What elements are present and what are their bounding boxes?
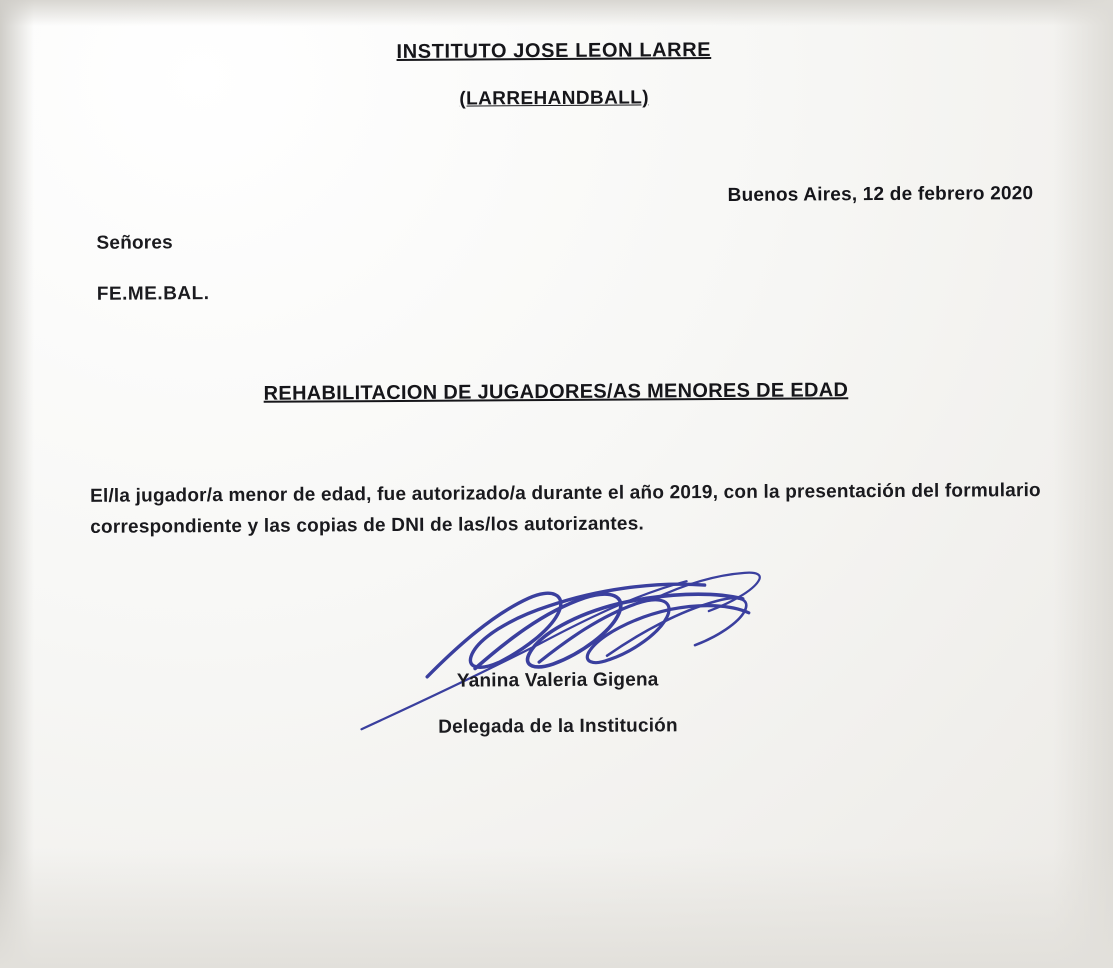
document-body: El/la jugador/a menor de edad, fue autorizado/a durante el año 2019, con la presentación del formulario correspondiente y las copias de DNI de las/los autorizantes. [90, 480, 1041, 538]
place-and-date: Buenos Aires, 12 de febrero 2020 [727, 183, 1034, 206]
addressee-salutation: Señores [96, 232, 173, 254]
institution-alias: (LARREHANDBALL) [459, 87, 650, 110]
institution-title: INSTITUTO JOSE LEON LARRE [396, 39, 712, 63]
signer-name: Yanina Valeria Gigena [456, 669, 659, 692]
addressee-organization: FE.ME.BAL. [96, 283, 210, 305]
handwritten-signature-icon [352, 559, 773, 732]
document-subject: REHABILITACION DE JUGADORES/AS MENORES DE EDAD [263, 379, 849, 405]
signer-role: Delegada de la Institución [438, 715, 678, 738]
